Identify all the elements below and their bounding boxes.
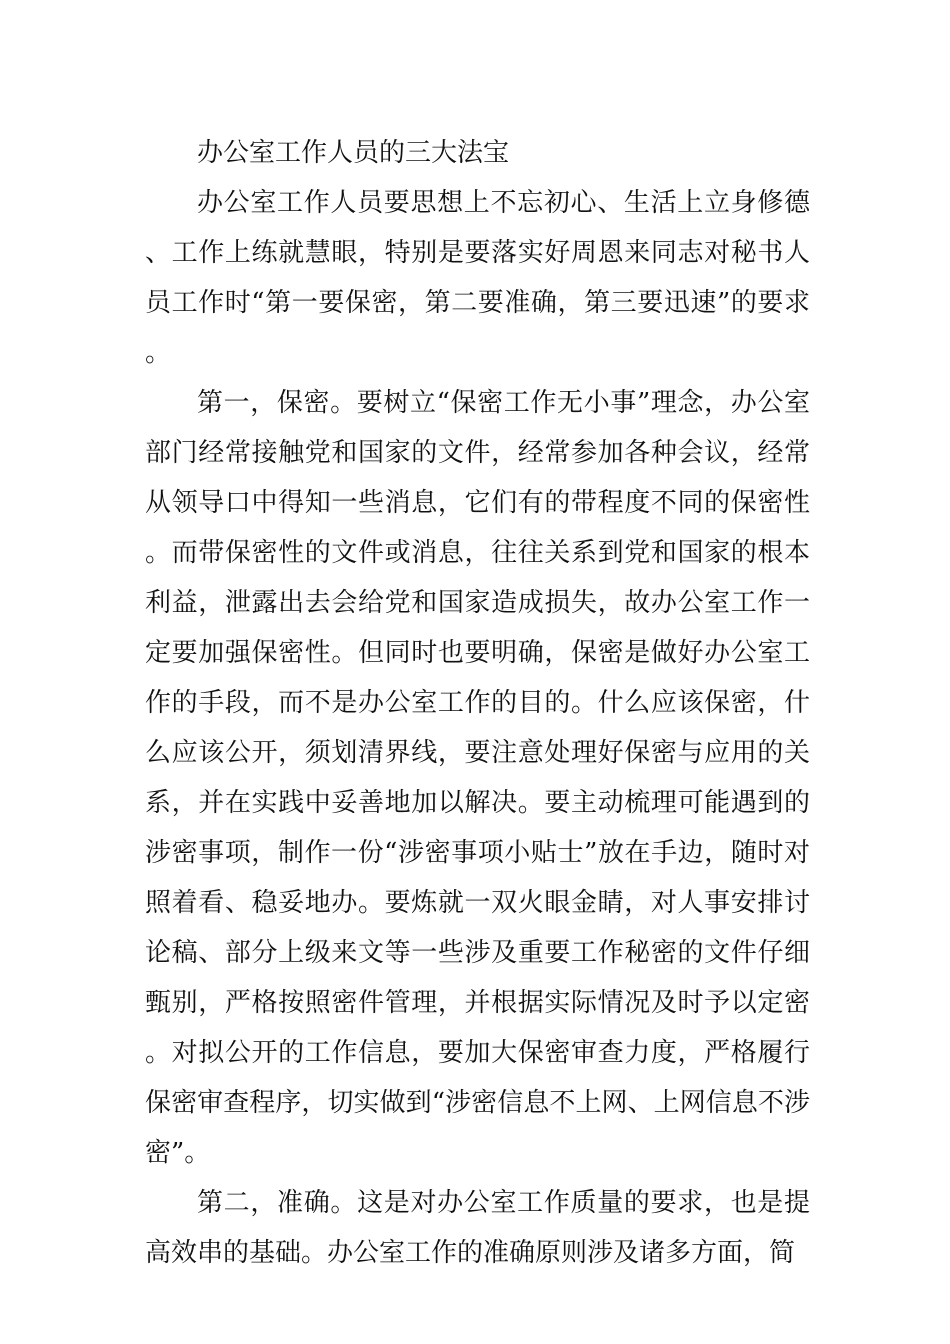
paragraph-confidentiality: 第一，保密。要树立“保密工作无小事”理念，办公室部门经常接触党和国家的文件，经常参加各种会议，经常从领导口中得知一些消息，它们有的带程度不同的保密性。而带保密性的文件或消息，往往关系到党和国家的根本利益，泄露出去会给党和国家造成损失，故办公室工作一定要加强保密性。但同时也要明确，保密是做好办公室工作的手段，而不是办公室工作的目的。什么应该保密，什么应该公开，须划清界线，要注意处理好保密与应用的关系，并在实践中妥善地加以解决。要主动梳理可能遇到的涉密事项，制作一份“涉密事项小贴士”放在手边，随时对照着看、稳妥地办。要炼就一双火眼金睛，对人事安排讨论稿、部分上级来文等一些涉及重要工作秘密的文件仔细甄别，严格按照密件管理，并根据实际情况及时予以定密。对拟公开的工作信息，要加大保密审查力度，严格履行保密审查程序，切实做到“涉密信息不上网、上网信息不涉密”。 xyxy=(145,388,810,1168)
document-title: 办公室工作人员的三大法宝 xyxy=(197,138,510,168)
paragraph-intro: 办公室工作人员要思想上不忘初心、生活上立身修德、工作上练就慧眼，特别是要落实好周恩来同志对秘书人员工作时“第一要保密，第二要准确，第三要迅速”的要求。 xyxy=(145,188,810,368)
document-body xyxy=(145,128,810,1278)
paragraph-accuracy: 第二，准确。这是对办公室工作质量的要求，也是提高效串的基础。办公室工作的准确原则涉及诸多方面，简 xyxy=(145,1188,810,1268)
